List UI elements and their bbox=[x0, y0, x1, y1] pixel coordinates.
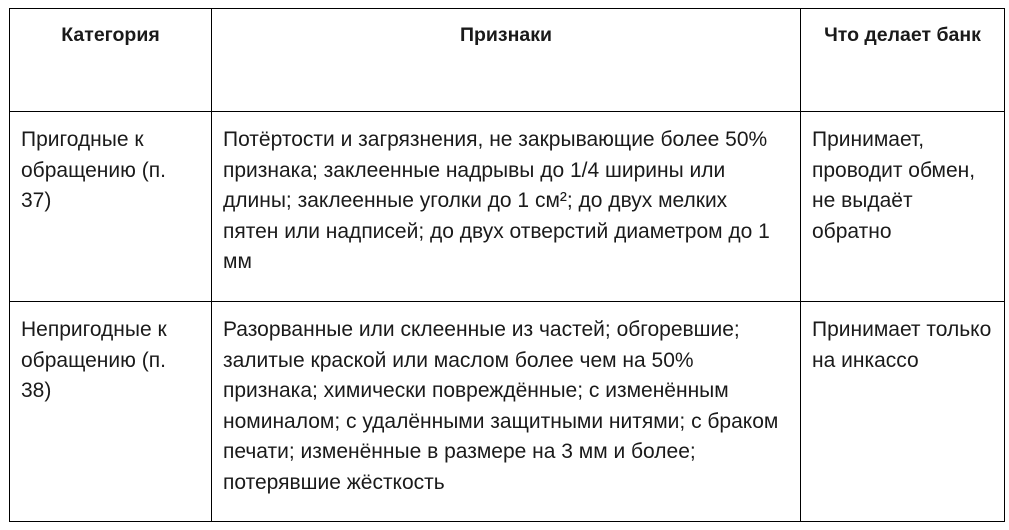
cell-signs: Разорванные или склеенные из частей; обгоревшие; залитые краской или маслом более чем на 50% признака; химически повреждённые; с изменённым номиналом; с удалёнными защитными нитями; с браком печати; изменённые в размере на 3 мм и более; потерявшие жёсткость bbox=[212, 302, 801, 522]
cell-category: Непригодные к обращению (п. 38) bbox=[10, 302, 212, 522]
header-bank-action: Что делает банк bbox=[801, 9, 1005, 112]
cell-bank-action: Принимает, проводит обмен, не выдаёт обратно bbox=[801, 112, 1005, 302]
banknote-categories-table bbox=[9, 8, 1005, 522]
cell-bank-action: Принимает только на инкассо bbox=[801, 302, 1005, 522]
table-row bbox=[10, 302, 1005, 522]
header-category: Категория bbox=[10, 9, 212, 112]
cell-signs: Потёртости и загрязнения, не закрывающие более 50% признака; заклеенные надрывы до 1/4 ширины или длины; заклеенные уголки до 1 см²; до двух мелких пятен или надписей; до двух отверстий диаметром до 1 мм bbox=[212, 112, 801, 302]
cell-category: Пригодные к обращению (п. 37) bbox=[10, 112, 212, 302]
table-row bbox=[10, 112, 1005, 302]
header-signs: Признаки bbox=[212, 9, 801, 112]
table-header-row bbox=[10, 9, 1005, 112]
